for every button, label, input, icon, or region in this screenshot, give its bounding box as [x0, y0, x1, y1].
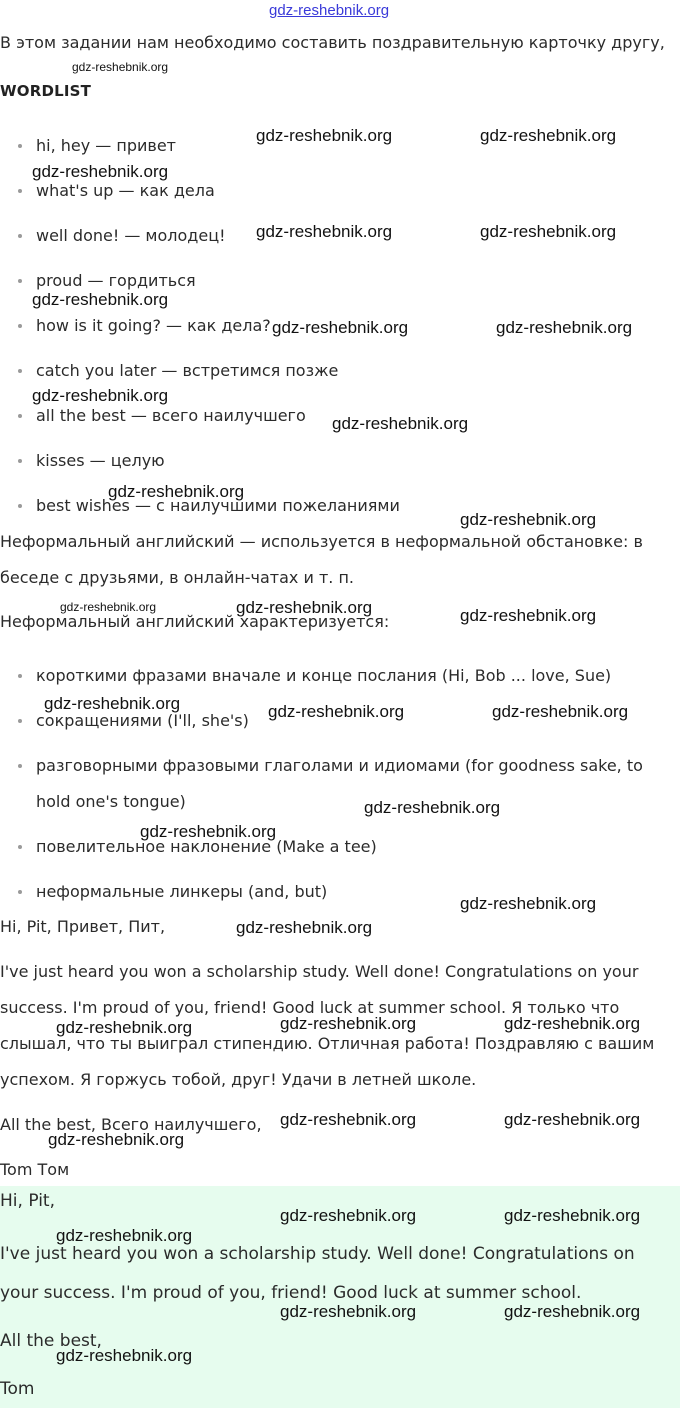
watermark: gdz-reshebnik.org — [44, 694, 181, 713]
informal-definition-line2: беседе с друзьями, в онлайн-чатах и т. п. — [0, 568, 355, 587]
watermark: gdz-reshebnik.org — [460, 606, 597, 625]
list-item: неформальные линкеры (and, but) — [36, 882, 328, 901]
watermark: gdz-reshebnik.org — [236, 918, 373, 937]
watermark: gdz-reshebnik.org — [56, 1226, 193, 1245]
watermark: gdz-reshebnik.org — [280, 1110, 417, 1129]
watermark: gdz-reshebnik.org — [504, 1206, 641, 1225]
watermark: gdz-reshebnik.org — [364, 798, 501, 817]
list-item: how is it going? — как дела? — [36, 316, 271, 335]
list-item: разговорными фразовыми глаголами и идиомами (for goodness sake, to — [36, 756, 643, 775]
watermark: gdz-reshebnik.org — [480, 126, 617, 145]
watermark: gdz-reshebnik.org — [32, 386, 169, 405]
watermark: gdz-reshebnik.org — [256, 222, 393, 241]
translation-line: успехом. Я горжусь тобой, друг! Удачи в летней школе. — [0, 1070, 477, 1089]
watermark: gdz-reshebnik.org — [108, 482, 245, 501]
watermark: gdz-reshebnik.org — [504, 1302, 641, 1321]
watermark: gdz-reshebnik.org — [332, 414, 469, 433]
translation-closing: All the best, Всего наилучшего, — [0, 1115, 262, 1134]
list-item: catch you later — встретимся позже — [36, 361, 339, 380]
watermark: gdz-reshebnik.org — [32, 290, 169, 309]
watermark: gdz-reshebnik.org — [460, 894, 597, 913]
watermark: gdz-reshebnik.org — [496, 318, 633, 337]
watermark: gdz-reshebnik.org — [280, 1302, 417, 1321]
card-greeting: Hi, Pit, — [0, 1191, 55, 1211]
list-item: all the best — всего наилучшего — [36, 406, 306, 425]
translation-signature: Tom Том — [0, 1160, 70, 1179]
watermark: gdz-reshebnik.org — [460, 510, 597, 529]
list-item: best wishes — с наилучшими пожеланиями — [36, 496, 400, 515]
watermark: gdz-reshebnik.org — [280, 1206, 417, 1225]
watermark: gdz-reshebnik.org — [492, 702, 629, 721]
wordlist-heading: WORDLIST — [0, 82, 92, 100]
watermark: gdz-reshebnik.org — [236, 598, 373, 617]
watermark: gdz-reshebnik.org — [480, 222, 617, 241]
list-item: короткими фразами вначале и конце послания (Hi, Bob ... love, Sue) — [36, 666, 612, 685]
list-item: повелительное наклонение (Make a tee) — [36, 837, 377, 856]
watermark: gdz-reshebnik.org — [56, 1018, 193, 1037]
translation-greeting: Hi, Pit, Привет, Пит, — [0, 917, 166, 936]
card-line: your success. I'm proud of you, friend! Good luck at summer school. — [0, 1283, 582, 1303]
list-item: сокращениями (I'll, she's) — [36, 711, 249, 730]
card-line: I've just heard you won a scholarship study. Well done! Congratulations on — [0, 1244, 635, 1264]
translation-line: success. I'm proud of you, friend! Good luck at summer school. Я только что — [0, 998, 620, 1017]
watermark: gdz-reshebnik.org — [72, 60, 169, 74]
watermark: gdz-reshebnik.org — [60, 600, 157, 614]
watermark: gdz-reshebnik.org — [48, 1130, 185, 1149]
watermark: gdz-reshebnik.org — [268, 702, 405, 721]
translation-line: I've just heard you won a scholarship study. Well done! Congratulations on your — [0, 962, 639, 981]
intro-text: В этом задании нам необходимо составить поздравительную карточку другу, — [0, 33, 665, 52]
card-signature: Tom — [0, 1379, 35, 1399]
site-logo[interactable]: gdz-reshebnik.org — [269, 2, 390, 19]
watermark: gdz-reshebnik.org — [32, 162, 169, 181]
watermark: gdz-reshebnik.org — [140, 822, 277, 841]
list-item: what's up — как дела — [36, 181, 215, 200]
watermark: gdz-reshebnik.org — [256, 126, 393, 145]
translation-line: слышал, что ты выиграл стипендию. Отличная работа! Поздравляю с вашим — [0, 1034, 655, 1053]
watermark: gdz-reshebnik.org — [272, 318, 409, 337]
watermark: gdz-reshebnik.org — [504, 1014, 641, 1033]
list-item: well done! — молодец! — [36, 226, 226, 245]
list-item: kisses — целую — [36, 451, 165, 470]
informal-characterized: Неформальный английский характеризуется: — [0, 612, 390, 631]
watermark: gdz-reshebnik.org — [280, 1014, 417, 1033]
list-item: hi, hey — привет — [36, 136, 176, 155]
watermark: gdz-reshebnik.org — [56, 1346, 193, 1365]
card-closing: All the best, — [0, 1331, 102, 1351]
list-item-continuation: hold one's tongue) — [36, 792, 186, 811]
informal-definition-line1: Неформальный английский — используется в неформальной обстановке: в — [0, 532, 643, 551]
list-item: proud — гордиться — [36, 271, 196, 290]
watermark: gdz-reshebnik.org — [504, 1110, 641, 1129]
clipped-line-mask — [0, 64, 680, 78]
